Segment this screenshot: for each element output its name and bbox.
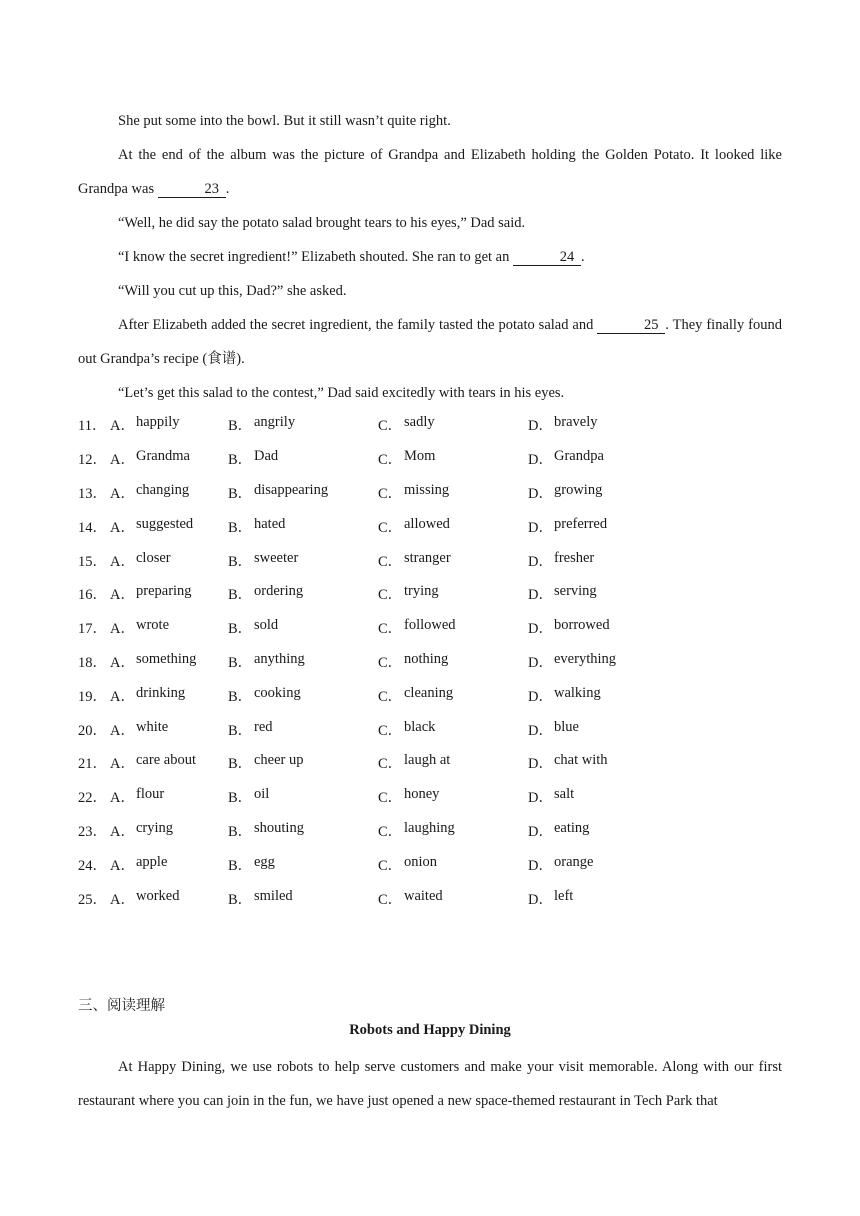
option-a — [110, 786, 228, 807]
option-text: preferred — [554, 515, 608, 532]
option-letter: A． — [110, 621, 135, 638]
option-letter: C． — [378, 654, 403, 671]
option-a — [110, 820, 228, 841]
option-a — [110, 888, 228, 909]
option-text: bravely — [554, 414, 598, 431]
option-letter: B． — [228, 756, 253, 773]
option-text: salt — [554, 786, 575, 803]
option-letter: A． — [110, 485, 135, 502]
option-text: Mom — [404, 448, 436, 465]
option-letter: A． — [110, 553, 135, 570]
option-letter: B． — [228, 688, 253, 705]
option-a — [110, 550, 228, 571]
option-b — [228, 516, 378, 537]
option-d — [528, 583, 678, 604]
option-text: followed — [404, 617, 456, 634]
option-letter: C． — [378, 688, 403, 705]
option-letter: D． — [528, 688, 553, 705]
option-text: chat with — [554, 752, 608, 769]
option-letter: D． — [528, 654, 553, 671]
paragraph-text: At the end of the album was the picture of Grandpa and Elizabeth holding the Golden Potato. It looked like Grandpa was — [78, 147, 782, 197]
option-text: laughing — [404, 819, 455, 836]
option-letter: B． — [228, 485, 253, 502]
option-b — [228, 685, 378, 706]
option-text: cooking — [254, 684, 301, 701]
option-letter: C． — [378, 756, 403, 773]
option-b — [228, 752, 378, 773]
option-text: borrowed — [554, 617, 610, 634]
article-title: Robots and Happy Dining — [349, 1022, 511, 1038]
option-b — [228, 854, 378, 875]
option-a — [110, 854, 228, 875]
option-c — [378, 854, 528, 875]
option-text: black — [404, 718, 436, 735]
question-row — [78, 881, 678, 915]
question-number: 15． — [78, 553, 107, 570]
option-letter: B． — [228, 452, 253, 469]
option-c — [378, 719, 528, 740]
option-text: growing — [554, 481, 603, 498]
option-d — [528, 617, 678, 638]
option-text: drinking — [136, 684, 186, 701]
option-c — [378, 583, 528, 604]
option-text: everything — [554, 650, 617, 667]
paragraph-text: . — [225, 181, 230, 197]
option-b — [228, 448, 378, 469]
option-c — [378, 448, 528, 469]
option-b — [228, 482, 378, 503]
option-d — [528, 651, 678, 672]
option-text: disappearing — [254, 481, 329, 498]
option-text: orange — [554, 853, 594, 870]
option-b — [228, 786, 378, 807]
answer-options-list — [78, 408, 678, 915]
question-row — [78, 780, 678, 814]
option-d — [528, 888, 678, 909]
option-text: trying — [404, 583, 439, 600]
question-number: 18． — [78, 654, 107, 671]
option-letter: D． — [528, 553, 553, 570]
option-text: stranger — [404, 549, 451, 566]
option-letter: B． — [228, 553, 253, 570]
question-number: 24． — [78, 857, 107, 874]
option-a — [110, 414, 228, 435]
option-letter: A． — [110, 891, 135, 908]
option-a — [110, 583, 228, 604]
option-c — [378, 786, 528, 807]
option-c — [378, 685, 528, 706]
option-text: white — [136, 718, 169, 735]
question-number: 13． — [78, 485, 107, 502]
option-text: sadly — [404, 414, 435, 431]
option-letter: A． — [110, 790, 135, 807]
story-paragraph-1: She put some into the bowl. But it still wasn’t quite right. — [118, 113, 451, 129]
option-text: oil — [254, 786, 270, 803]
story-paragraph-5: “Will you cut up this, Dad?” she asked. — [118, 283, 347, 299]
question-number: 14． — [78, 519, 107, 536]
option-letter: A． — [110, 519, 135, 536]
option-text: laugh at — [404, 752, 451, 769]
option-letter: C． — [378, 452, 403, 469]
option-c — [378, 550, 528, 571]
option-letter: D． — [528, 891, 553, 908]
option-b — [228, 820, 378, 841]
option-text: left — [554, 887, 574, 904]
option-letter: D． — [528, 857, 553, 874]
option-b — [228, 550, 378, 571]
option-letter: D． — [528, 722, 553, 739]
option-d — [528, 752, 678, 773]
option-a — [110, 685, 228, 706]
option-text: changing — [136, 481, 190, 498]
option-text: wrote — [136, 617, 170, 634]
option-text: red — [254, 718, 273, 735]
option-letter: C． — [378, 519, 403, 536]
question-number: 16． — [78, 587, 107, 604]
story-continuation — [78, 104, 782, 410]
option-letter: B． — [228, 722, 253, 739]
option-letter: A． — [110, 756, 135, 773]
option-a — [110, 651, 228, 672]
option-letter: C． — [378, 891, 403, 908]
option-text: Dad — [254, 448, 279, 465]
option-letter: D． — [528, 452, 553, 469]
question-number: 23． — [78, 823, 107, 840]
option-a — [110, 617, 228, 638]
option-text: angrily — [254, 414, 296, 431]
option-d — [528, 414, 678, 435]
question-number: 17． — [78, 621, 107, 638]
blank-24: 24 — [513, 249, 581, 266]
option-letter: A． — [110, 722, 135, 739]
question-number: 22． — [78, 790, 107, 807]
option-text: apple — [136, 853, 168, 870]
question-number: 12． — [78, 452, 107, 469]
option-letter: B． — [228, 891, 253, 908]
option-text: Grandpa — [554, 448, 604, 465]
option-b — [228, 888, 378, 909]
question-row — [78, 746, 678, 780]
option-letter: B． — [228, 823, 253, 840]
option-letter: B． — [228, 857, 253, 874]
option-d — [528, 550, 678, 571]
option-b — [228, 617, 378, 638]
option-text: egg — [254, 853, 275, 870]
blank-23: 23 — [158, 181, 226, 198]
option-c — [378, 820, 528, 841]
story-paragraph-2 — [78, 138, 782, 206]
option-letter: C． — [378, 587, 403, 604]
option-text: flour — [136, 786, 165, 803]
option-d — [528, 516, 678, 537]
option-text: shouting — [254, 819, 304, 836]
question-row — [78, 645, 678, 679]
option-b — [228, 719, 378, 740]
option-letter: D． — [528, 756, 553, 773]
paragraph-text: . — [580, 249, 585, 265]
option-text: anything — [254, 650, 305, 667]
option-b — [228, 583, 378, 604]
option-a — [110, 448, 228, 469]
option-letter: C． — [378, 418, 403, 435]
question-row — [78, 408, 678, 442]
option-d — [528, 685, 678, 706]
blank-25: 25 — [597, 317, 665, 334]
option-c — [378, 482, 528, 503]
option-text: honey — [404, 786, 440, 803]
option-text: suggested — [136, 515, 194, 532]
option-letter: A． — [110, 688, 135, 705]
option-text: hated — [254, 515, 286, 532]
option-letter: D． — [528, 519, 553, 536]
option-text: worked — [136, 887, 180, 904]
option-a — [110, 752, 228, 773]
option-letter: A． — [110, 823, 135, 840]
option-c — [378, 617, 528, 638]
option-letter: B． — [228, 587, 253, 604]
option-d — [528, 786, 678, 807]
option-d — [528, 820, 678, 841]
story-paragraph-7: “Let’s get this salad to the contest,” Dad said excitedly with tears in his eyes. — [118, 385, 565, 401]
option-c — [378, 651, 528, 672]
option-letter: D． — [528, 418, 553, 435]
option-a — [110, 516, 228, 537]
option-a — [110, 482, 228, 503]
question-number: 11． — [78, 418, 107, 435]
option-letter: C． — [378, 857, 403, 874]
option-letter: B． — [228, 654, 253, 671]
paragraph-text: After Elizabeth added the secret ingredient, the family tasted the potato salad and — [118, 317, 598, 333]
paragraph-text: “I know the secret ingredient!” Elizabeth shouted. She ran to get an — [118, 249, 513, 265]
article-paragraph-1: At Happy Dining, we use robots to help serve customers and make your visit memorable. Along with our first restaurant where you can join in the fun, we have just opened a new space-themed restaurant in Tech Park that — [78, 1059, 782, 1109]
option-text: sweeter — [254, 549, 299, 566]
option-text: smiled — [254, 887, 293, 904]
option-c — [378, 888, 528, 909]
option-letter: C． — [378, 621, 403, 638]
question-row — [78, 847, 678, 881]
option-text: eating — [554, 819, 590, 836]
option-text: ordering — [254, 583, 304, 600]
question-row — [78, 611, 678, 645]
option-letter: C． — [378, 823, 403, 840]
option-letter: C． — [378, 790, 403, 807]
option-letter: C． — [378, 722, 403, 739]
option-letter: D． — [528, 621, 553, 638]
question-row — [78, 476, 678, 510]
option-d — [528, 448, 678, 469]
option-text: Grandma — [136, 448, 190, 465]
option-letter: A． — [110, 654, 135, 671]
option-letter: D． — [528, 790, 553, 807]
option-letter: C． — [378, 485, 403, 502]
paragraph-text: . They finally found out Grandpa’s recipe (食谱). — [78, 317, 782, 367]
option-text: crying — [136, 819, 174, 836]
option-text: cleaning — [404, 684, 454, 701]
question-row — [78, 543, 678, 577]
question-row — [78, 509, 678, 543]
option-text: allowed — [404, 515, 450, 532]
option-text: fresher — [554, 549, 595, 566]
option-text: something — [136, 650, 197, 667]
option-d — [528, 482, 678, 503]
question-row — [78, 442, 678, 476]
option-b — [228, 651, 378, 672]
article-body — [78, 1050, 782, 1118]
option-letter: B． — [228, 519, 253, 536]
option-d — [528, 719, 678, 740]
option-letter: A． — [110, 452, 135, 469]
option-letter: D． — [528, 823, 553, 840]
option-text: happily — [136, 414, 180, 431]
section-heading: 三、阅读理解 — [78, 998, 165, 1014]
question-row — [78, 577, 678, 611]
option-letter: A． — [110, 418, 135, 435]
option-text: cheer up — [254, 752, 304, 769]
story-paragraph-4 — [78, 240, 782, 274]
question-row — [78, 712, 678, 746]
question-number: 21． — [78, 756, 107, 773]
option-text: walking — [554, 684, 601, 701]
option-letter: D． — [528, 587, 553, 604]
option-letter: B． — [228, 621, 253, 638]
option-text: missing — [404, 481, 450, 498]
option-text: blue — [554, 718, 579, 735]
story-paragraph-6 — [78, 308, 782, 376]
story-paragraph-3: “Well, he did say the potato salad brought tears to his eyes,” Dad said. — [118, 215, 526, 231]
option-text: nothing — [404, 650, 449, 667]
option-letter: B． — [228, 790, 253, 807]
option-letter: B． — [228, 418, 253, 435]
option-text: waited — [404, 887, 443, 904]
option-letter: A． — [110, 857, 135, 874]
option-d — [528, 854, 678, 875]
option-text: onion — [404, 853, 438, 870]
option-text: serving — [554, 583, 597, 600]
option-c — [378, 752, 528, 773]
option-letter: A． — [110, 587, 135, 604]
option-text: preparing — [136, 583, 192, 600]
option-text: sold — [254, 617, 279, 634]
option-letter: C． — [378, 553, 403, 570]
option-b — [228, 414, 378, 435]
question-number: 20． — [78, 722, 107, 739]
question-number: 19． — [78, 688, 107, 705]
question-row — [78, 814, 678, 848]
option-letter: D． — [528, 485, 553, 502]
option-a — [110, 719, 228, 740]
option-text: closer — [136, 549, 171, 566]
question-number: 25． — [78, 891, 107, 908]
question-row — [78, 678, 678, 712]
option-text: care about — [136, 752, 196, 769]
option-c — [378, 516, 528, 537]
option-c — [378, 414, 528, 435]
